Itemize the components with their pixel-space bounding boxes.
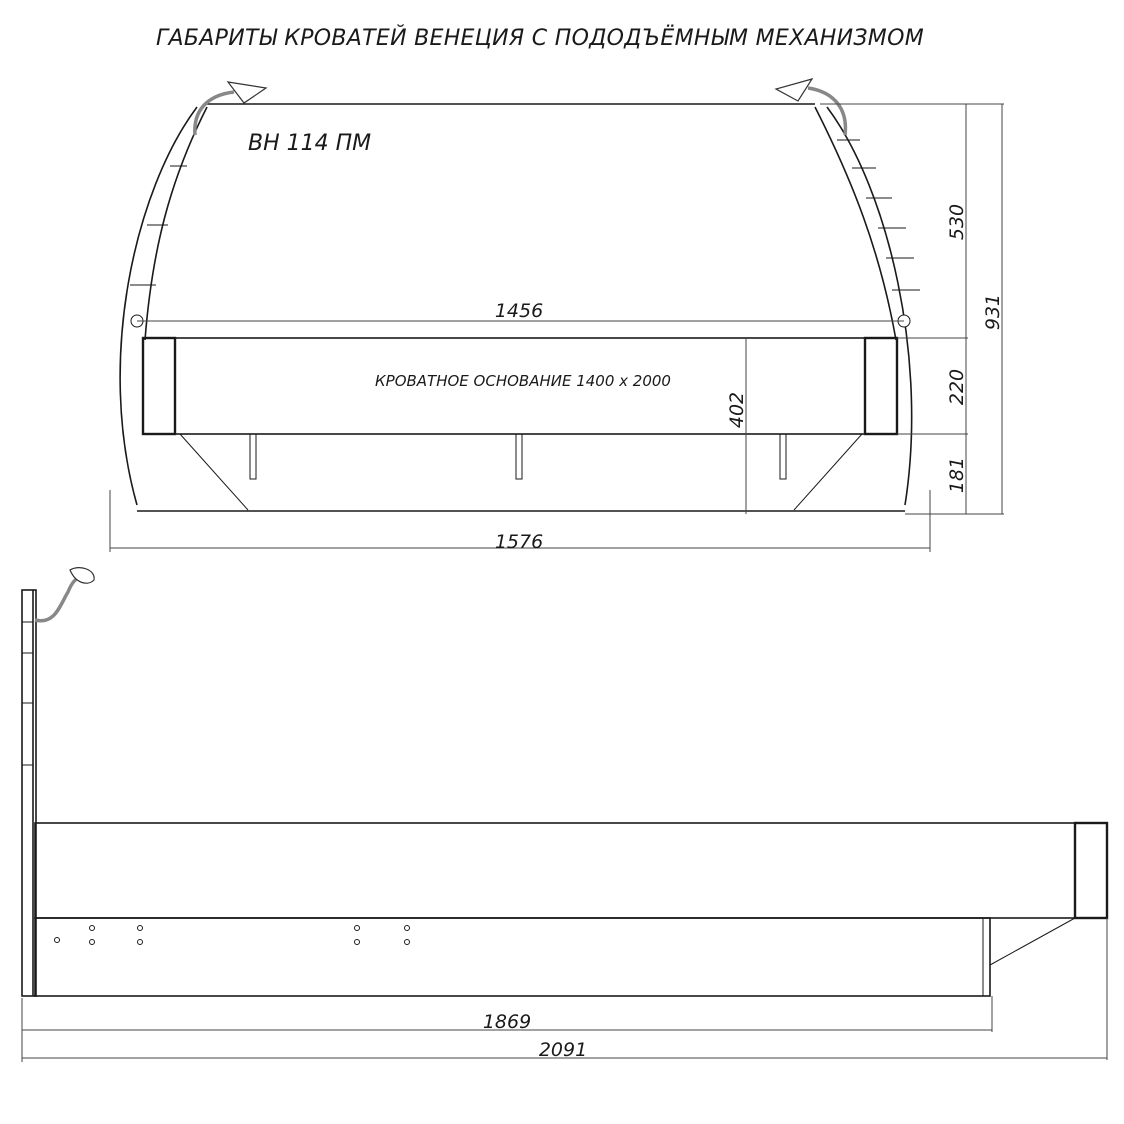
frame-side-left <box>143 338 175 434</box>
frame-side-right <box>865 338 897 434</box>
reading-lamp-right <box>776 79 845 135</box>
underframe-braces <box>180 434 862 510</box>
dim-frame-height: 220 <box>946 368 968 406</box>
dim-headboard-upper: 530 <box>946 203 968 241</box>
footboard-side <box>1075 823 1107 918</box>
base-label: КРОВАТНОЕ ОСНОВАНИЕ 1400 х 2000 <box>375 372 671 390</box>
side-frame-upper <box>35 823 1075 918</box>
drawing-title: ГАБАРИТЫ КРОВАТЕЙ ВЕНЕЦИЯ С ПОДОДЪЁМНЫМ МЕХАНИЗМОМ <box>155 26 924 51</box>
side-frame-lower <box>35 918 990 996</box>
dim-inner-width: 1456 <box>494 300 544 322</box>
side-view <box>22 568 1107 1062</box>
headboard-side <box>22 590 36 996</box>
headboard-panel-segments-left <box>130 166 187 285</box>
dim-overall-width: 1576 <box>494 531 544 553</box>
reading-lamp-side <box>35 568 94 621</box>
dim-total-height: 931 <box>982 293 1004 331</box>
dim-overall-length: 2091 <box>538 1039 588 1061</box>
support-legs <box>250 434 786 479</box>
dim-base-height: 402 <box>726 391 748 429</box>
dim-frame-length: 1869 <box>482 1011 532 1033</box>
front-view <box>110 79 1004 553</box>
dim-leg-height: 181 <box>946 456 968 494</box>
headboard-panel-segments-right <box>837 140 920 290</box>
model-label: ВН 114 ПМ <box>248 131 372 156</box>
headboard-side-segments <box>22 622 33 765</box>
mounting-holes <box>55 926 410 945</box>
side-footboard-brace <box>990 918 1075 965</box>
